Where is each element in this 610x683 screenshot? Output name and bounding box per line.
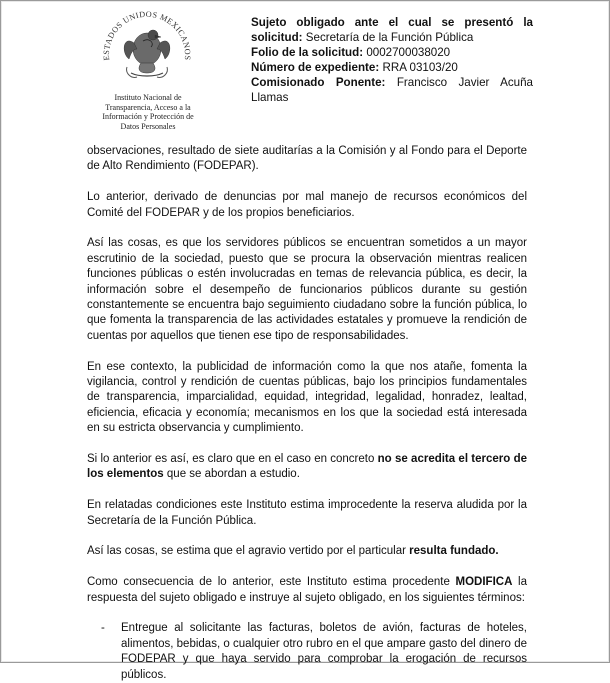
paragraph-8 bbox=[87, 575, 527, 606]
expediente-label: Número de expediente: bbox=[251, 61, 380, 74]
paragraph-2: Lo anterior, derivado de denuncias por mal manejo de recursos económicos del Comité del FODEPAR y de los propios beneficiarios. bbox=[87, 191, 527, 219]
paragraph-5-bold: no se acredita el tercero de los elementos bbox=[87, 453, 527, 481]
seal-arc-text: ESTADOS UNIDOS MEXICANOS bbox=[101, 9, 193, 61]
institute-line: Instituto Nacional de bbox=[114, 93, 182, 102]
paragraph-5-text-c: que se abordan a estudio. bbox=[163, 468, 300, 481]
folio-label: Folio de la solicitud: bbox=[251, 46, 364, 59]
paragraph-8-text-c: la respuesta del sujeto obligado e instruye al sujeto obligado, en los siguientes términos: bbox=[87, 576, 527, 604]
institute-line: Información y Protección de bbox=[102, 112, 194, 122]
sujeto-row bbox=[251, 15, 533, 45]
bullet-dash: - bbox=[101, 622, 105, 635]
folio-row bbox=[251, 45, 533, 60]
institute-name bbox=[81, 93, 215, 131]
paragraph-1: observaciones, resultado de siete auditarías a la Comisión y al Fondo para el Deporte de Alto Rendimiento (FODEPAR). bbox=[87, 145, 527, 173]
sujeto-value: Secretaría de la Función Pública bbox=[305, 31, 474, 44]
paragraph-7-bold: resulta fundado. bbox=[409, 545, 499, 558]
instruction-list bbox=[87, 621, 527, 683]
case-header bbox=[251, 15, 533, 105]
comisionado-row bbox=[251, 75, 533, 105]
sujeto-label: Sujeto obligado ante el cual se presentó la solicitud: bbox=[251, 16, 533, 44]
list-item-text: Entregue al solicitante las facturas, boletos de avión, facturas de hoteles, alimentos, bebidas, o cualquier otro rubro en el que ampare gasto del dinero de FODEPAR y que haya servido para comprobar la erogación de recursos públicos. bbox=[121, 622, 527, 681]
paragraph-3: Así las cosas, es que los servidores públicos se encuentran sometidos a un mayor escrutinio de la sociedad, puesto que se procura la observación mientras realicen funciones públicas o estén involucradas en temas de relevancia pública, es decir, la información sobre el desempeño de funcionarios públicos durante su gestión constantemente se encuentra bajo seguimiento ciudadano sobre la función pública, lo que fomenta la transparencia de las actividades estatales y promueve la rendición de cuentas por aquellos que tienen ese tipo de responsabilidades. bbox=[87, 237, 527, 342]
folio-value: 0002700038020 bbox=[366, 46, 451, 59]
paragraph-5-text-a: Si lo anterior es así, es claro que en el caso en concreto bbox=[87, 453, 378, 466]
expediente-value: RRA 03103/20 bbox=[382, 61, 458, 74]
paragraph-6: En relatadas condiciones este Instituto estima improcedente la reserva aludida por la Secretaría de la Función Pública. bbox=[87, 499, 527, 527]
paragraph-8-bold: MODIFICA bbox=[455, 576, 513, 589]
document-body bbox=[87, 144, 527, 683]
institute-line: Datos Personales bbox=[120, 121, 176, 131]
paragraph-4: En ese contexto, la publicidad de información como la que nos atañe, fomenta la vigilancia, control y rendición de cuentas públicas, bajo los principios fundamentales de transparencia, imparcialidad, equidad, integridad, legalidad, honradez, lealtad, eficiencia, eficacia y economía; mecanismos en los que la sociedad está interesada en su estricta observancia y cumplimiento. bbox=[87, 360, 527, 435]
comisionado-label: Comisionado Ponente: bbox=[251, 76, 386, 89]
comisionado-value: Francisco Javier Acuña Llamas bbox=[251, 76, 533, 104]
paragraph-7-text-a: Así las cosas, se estima que el agravio vertido por el particular bbox=[87, 545, 410, 558]
paragraph-7 bbox=[87, 544, 527, 559]
expediente-row bbox=[251, 60, 533, 75]
list-item bbox=[87, 621, 527, 683]
paragraph-8-text-a: Como consecuencia de lo anterior, este Instituto estima procedente bbox=[87, 576, 456, 589]
paragraph-5 bbox=[87, 452, 527, 483]
institute-line: Transparencia, Acceso a la bbox=[105, 102, 191, 112]
mexican-coat-of-arms-icon bbox=[101, 7, 193, 93]
